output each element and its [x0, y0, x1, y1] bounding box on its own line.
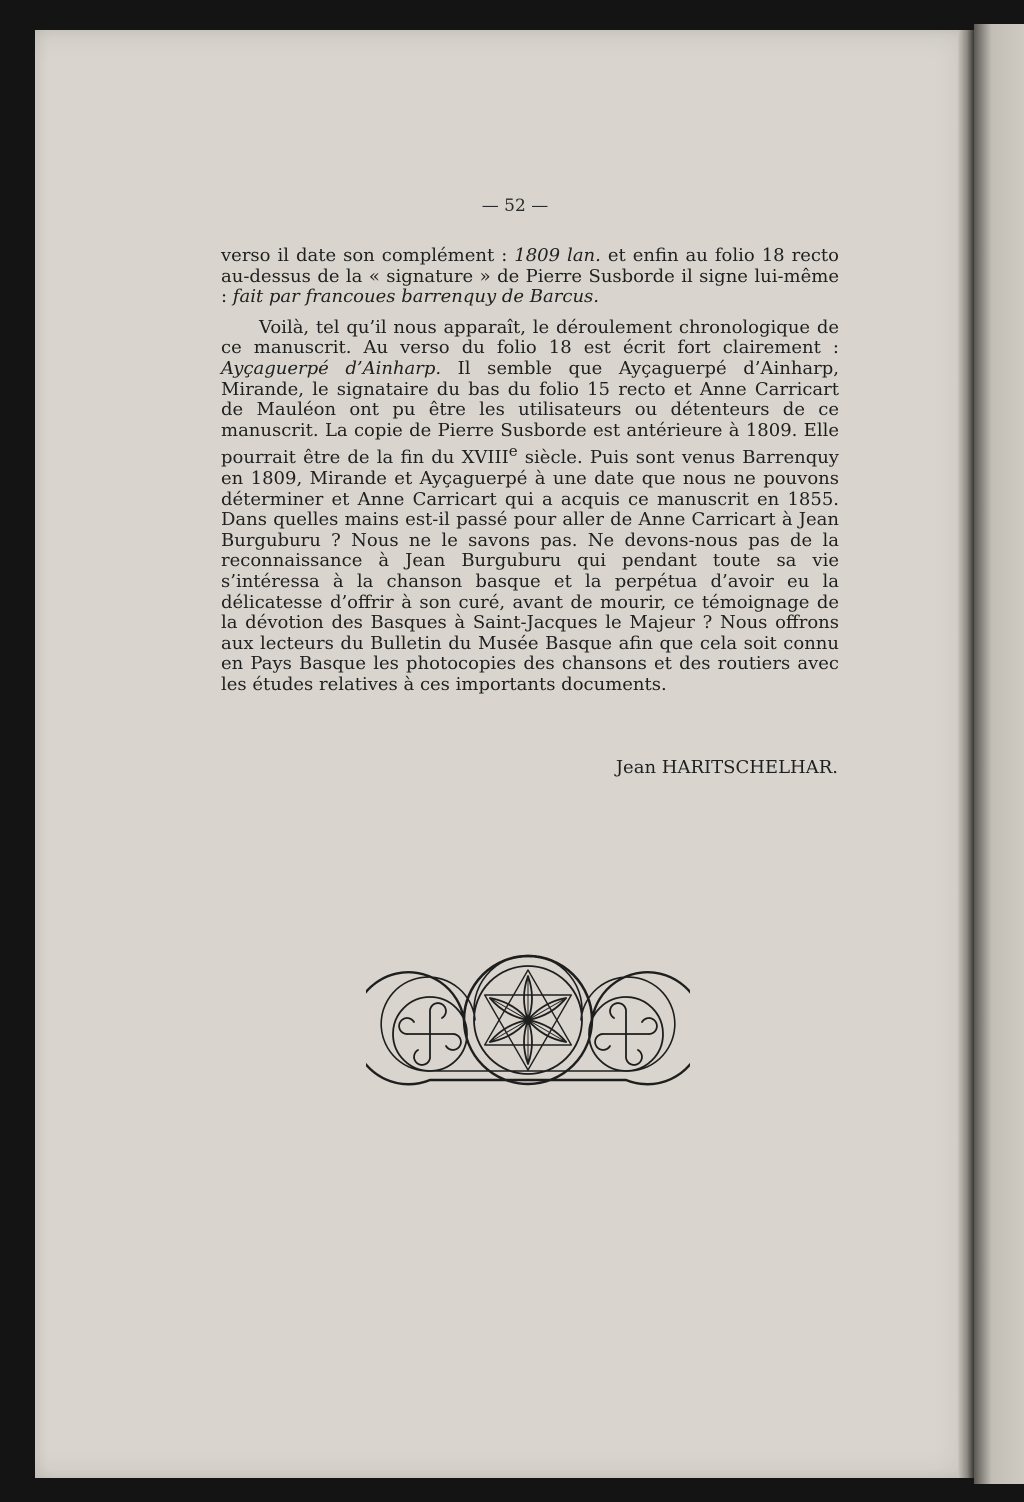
text-run: siècle. Puis sont venus Barrenquy en 1809, Mirande et Ayçaguerpé à une date que nous ne pouvons déterminer et Anne Carricart qui a acquis ce manuscrit en 1855. Dans quelles mains est-il passé pour aller de Anne Carricart à Jean Burguburu ? Nous ne le savons pas. Ne devons-nous pas de la reconnaissance à Jean Burguburu qui pendant toute sa vie s’intéressa à la chanson basque et la perpétua d’avoir eu la délicatesse d’offrir à son curé, avant de mourir, ce témoignage de la dévotion des Basques à Saint-Jacques le Majeur ? Nous offrons aux lecteurs du Bulletin du Musée Basque afin que cela soit connu en Pays Basque les photocopies des chansons et des routiers avec les études relatives à ces importants documents. [221, 447, 839, 695]
superscript-text: e [508, 442, 518, 461]
text-run: Il semble que Ayçaguerpé d’Ainharp, Mirande, le signataire du bas du folio 15 recto et Anne Carricart de Mauléon ont pu être les utilisateurs ou détenteurs de ce manuscrit. La copie de Pierre Susborde est antérieure à 1809. Elle pourrait être de la fin du XVIII [221, 357, 839, 469]
adjacent-page-edge [974, 24, 1024, 1484]
book-gutter [958, 30, 974, 1478]
text-run: et enfin au folio 18 recto au-dessus de la « signature » de Pierre Susborde il signe lui-même : [221, 245, 840, 308]
text-run: verso il date son complément : [221, 245, 515, 266]
paragraph-2 [221, 318, 839, 696]
author-signature: Jean HARITSCHELHAR. [615, 757, 838, 778]
italic-text-run: fait par francoues barrenquy de Barcus. [232, 286, 600, 308]
italic-text-run: 1809 lan. [514, 245, 601, 266]
paragraph-1 [221, 246, 839, 308]
page-number: — 52 — [481, 196, 549, 216]
text-run: Voilà, tel qu’il nous apparaît, le déroulement chronologique de ce manuscrit. Au verso du folio 18 est écrit fort clairement : [221, 316, 839, 359]
basque-rosette-ornament-icon [366, 940, 690, 1090]
article-body [221, 246, 839, 695]
italic-text-run: Ayçaguerpé d’Ainharp. [221, 357, 442, 379]
